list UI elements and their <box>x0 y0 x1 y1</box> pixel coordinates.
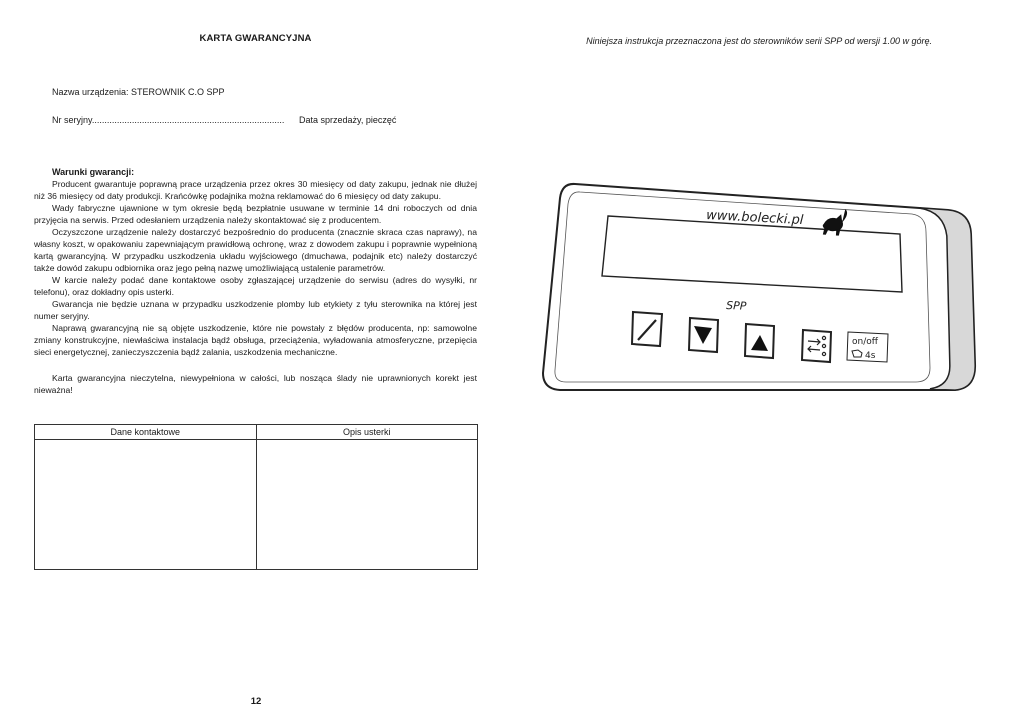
warranty-paragraph: Wady fabryczne ujawnione w tym okresie będą bezpłatnie usuwane w terminie 14 dni roboczych od dnia przyjęcia na serwis. Przed odesłaniem urządzenia należy skontaktować się z producentem. <box>34 203 477 225</box>
menu-button[interactable] <box>802 330 831 362</box>
edit-button[interactable] <box>632 312 662 346</box>
controller-illustration <box>540 178 990 402</box>
warranty-closing: Karta gwarancyjna nieczytelna, niewypełniona w całości, lub nosząca ślady nie uprawnionych korekt jest nieważna! <box>34 373 477 395</box>
hold-time-label: 4s <box>865 351 876 361</box>
warranty-paragraph: W karcie należy podać dane kontaktowe osoby zgłaszającej urządzenie do serwisu (adres do wysyłki, nr telefonu), oraz dokładny opis usterki. <box>34 275 477 297</box>
warranty-paragraph: Oczyszczone urządzenie należy dostarczyć bezpośrednio do producenta (znacznie skraca czas naprawy), na własny koszt, w opakowaniu zapewniającym prawidłową ochronę, wraz z dowodem zakupu i poprawnie wypełnioną kartą gwarancyjną. W przypadku uszkodzenia układu wyjściowego (dmuchawa, podajnik etc) należy dostarczyć także dowód zakupu odbiornika oraz jego pełną nazwę umożliwiającą ustalenie parametrów. <box>34 227 477 273</box>
page-number: 12 <box>250 696 262 707</box>
device-name-field: Nazwa urządzenia: STEROWNIK C.O SPP <box>52 87 225 97</box>
warranty-conditions <box>34 166 477 396</box>
version-note: Niniejsza instrukcja przeznaczona jest do sterowników serii SPP od wersji 1.00 w górę. <box>586 36 932 46</box>
up-button[interactable] <box>745 324 774 358</box>
warranty-paragraph: Naprawą gwarancyjną nie są objęte uszkodzenie, które nie powstały z błędów producenta, np: samowolne zmiany konstrukcyjne, niewłaściwa instalacja bądź obsługa, przeciążenia, wyładowania atmosferyczne, przepięcia sieci energetycznej, zanieczyszczenia bądź zalania, uszkodzenia mechaniczne. <box>34 323 477 357</box>
contact-data-cell <box>35 440 257 570</box>
warranty-paragraph: Producent gwarantuje poprawną prace urządzenia przez okres 30 miesięcy od daty zakupu, jednak nie dłużej niż 36 miesięcy od daty produkcji. Krańcówkę podajnika można reklamować do 6 miesięcy od daty zakupu. <box>34 179 477 201</box>
sale-date-field: Data sprzedaży, pieczęć <box>299 115 397 125</box>
fault-description-cell <box>256 440 478 570</box>
onoff-label: on/off <box>852 337 878 347</box>
serial-number-field: Nr seryjny............................................................................. <box>52 115 285 125</box>
warranty-heading: Warunki gwarancji: <box>52 167 135 177</box>
brand-url: www.bolecki.pl <box>705 208 804 229</box>
warranty-paragraph: Gwarancja nie będzie uznana w przypadku uszkodzenie plomby lub etykiety z tyłu sterownika na której jest numer seryjny. <box>34 299 477 321</box>
fault-description-header: Opis usterki <box>256 425 478 440</box>
down-button[interactable] <box>689 318 718 352</box>
model-label: SPP <box>725 299 747 313</box>
page-title: KARTA GWARANCYJNA <box>199 33 312 44</box>
contact-data-header: Dane kontaktowe <box>35 425 257 440</box>
contact-table <box>34 424 478 570</box>
